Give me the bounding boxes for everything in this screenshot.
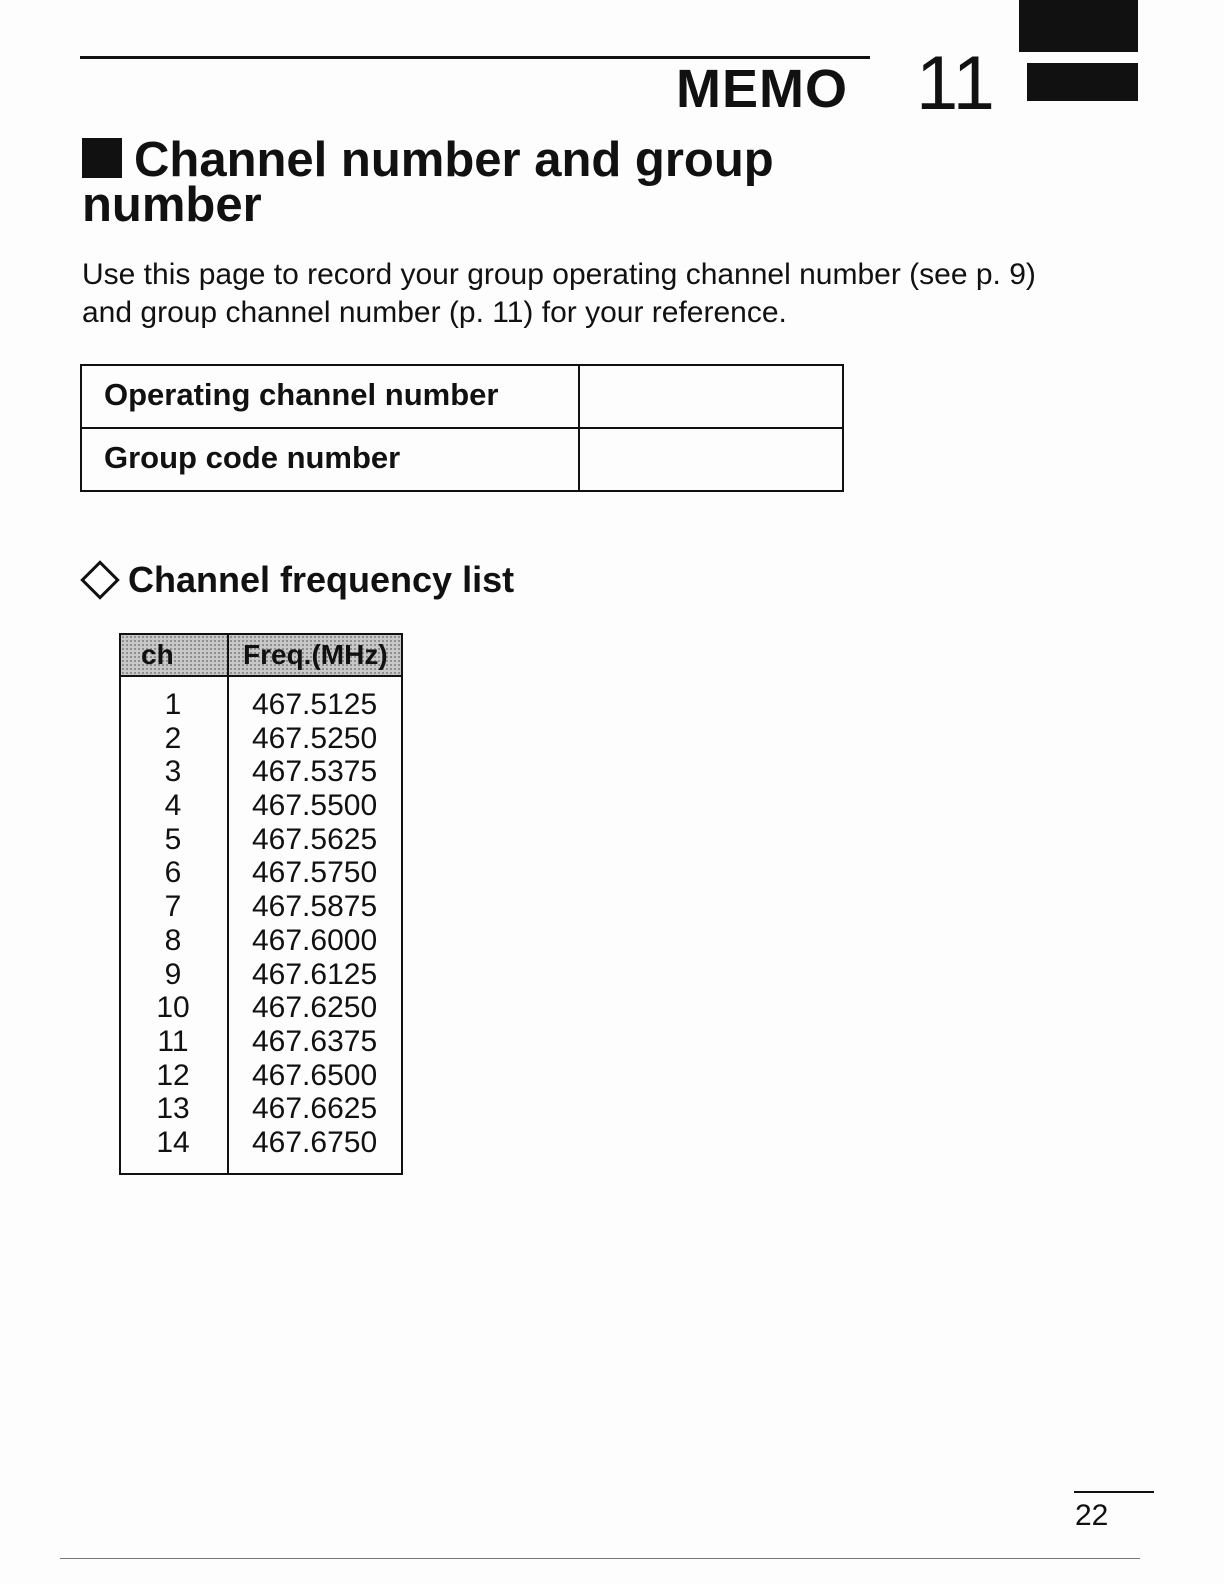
channel-cell: 2 bbox=[164, 721, 182, 755]
channel-cell: 8 bbox=[164, 923, 182, 957]
intro-paragraph: Use this page to record your group operating channel number (see p. 9) and group channel number (p. 11) for your reference. bbox=[82, 258, 1036, 329]
frequency-cell: 467.5500 bbox=[252, 789, 378, 823]
channel-cell: 6 bbox=[164, 856, 182, 890]
table-row bbox=[121, 688, 401, 722]
record-value-field[interactable] bbox=[579, 365, 843, 428]
section-tab-marker-bottom bbox=[1027, 63, 1138, 101]
record-label: Group code number bbox=[81, 428, 579, 491]
table-row bbox=[121, 823, 401, 857]
table-row bbox=[121, 856, 401, 890]
record-label: Operating channel number bbox=[81, 365, 579, 428]
frequency-cell: 467.6250 bbox=[252, 991, 378, 1025]
channel-cell: 3 bbox=[164, 755, 182, 789]
frequency-cell: 467.5125 bbox=[252, 688, 378, 721]
table-row bbox=[121, 1059, 401, 1093]
section-number: 11 bbox=[916, 41, 995, 126]
table-row bbox=[121, 958, 401, 992]
frequency-cell: 467.6500 bbox=[252, 1058, 378, 1092]
table-row bbox=[121, 991, 401, 1025]
channel-cell: 13 bbox=[156, 1092, 190, 1126]
diamond-bullet-icon bbox=[80, 561, 120, 601]
table-row bbox=[121, 755, 401, 789]
table-row bbox=[121, 1092, 401, 1126]
page-number-rule bbox=[1074, 1491, 1154, 1493]
record-table bbox=[80, 364, 844, 492]
frequency-cell: 467.5750 bbox=[252, 856, 378, 890]
page-heading bbox=[82, 133, 882, 232]
channel-cell: 12 bbox=[156, 1058, 190, 1092]
channel-cell: 7 bbox=[164, 890, 182, 924]
frequency-table bbox=[119, 633, 403, 1175]
table-row bbox=[121, 789, 401, 823]
channel-cell: 4 bbox=[164, 789, 182, 823]
channel-cell: 10 bbox=[156, 991, 190, 1025]
channel-cell: 5 bbox=[164, 822, 182, 856]
frequency-list-title: Channel frequency list bbox=[128, 559, 515, 600]
frequency-table-header bbox=[121, 635, 401, 677]
record-row bbox=[81, 365, 843, 428]
column-header-ch: ch bbox=[141, 639, 174, 670]
table-row bbox=[121, 890, 401, 924]
column-header-freq: Freq.(MHz) bbox=[243, 639, 388, 670]
page-heading-text: Channel number and group number bbox=[82, 133, 774, 232]
bottom-edge-line bbox=[60, 1558, 1140, 1559]
frequency-cell: 467.5875 bbox=[252, 890, 378, 924]
frequency-cell: 467.6375 bbox=[252, 1024, 378, 1058]
frequency-cell: 467.6750 bbox=[252, 1125, 378, 1159]
frequency-cell: 467.5625 bbox=[252, 822, 378, 856]
table-row bbox=[121, 722, 401, 756]
table-row bbox=[121, 1025, 401, 1059]
section-title: MEMO bbox=[676, 59, 848, 119]
frequency-cell: 467.6625 bbox=[252, 1092, 378, 1126]
frequency-cell: 467.6125 bbox=[252, 957, 378, 991]
channel-cell: 1 bbox=[164, 688, 182, 721]
section-tab-marker-top bbox=[1019, 0, 1138, 52]
channel-cell: 9 bbox=[164, 957, 182, 991]
table-row bbox=[121, 1126, 401, 1160]
page-number: 22 bbox=[1075, 1499, 1109, 1532]
record-value-field[interactable] bbox=[579, 428, 843, 491]
square-bullet-icon bbox=[82, 138, 122, 178]
record-row bbox=[81, 428, 843, 491]
frequency-rows bbox=[121, 688, 401, 1160]
frequency-cell: 467.5375 bbox=[252, 755, 378, 789]
frequency-cell: 467.5250 bbox=[252, 721, 378, 755]
table-row bbox=[121, 924, 401, 958]
frequency-list-heading bbox=[80, 560, 514, 600]
frequency-cell: 467.6000 bbox=[252, 923, 378, 957]
channel-cell: 14 bbox=[156, 1125, 190, 1159]
channel-cell: 11 bbox=[157, 1024, 189, 1058]
